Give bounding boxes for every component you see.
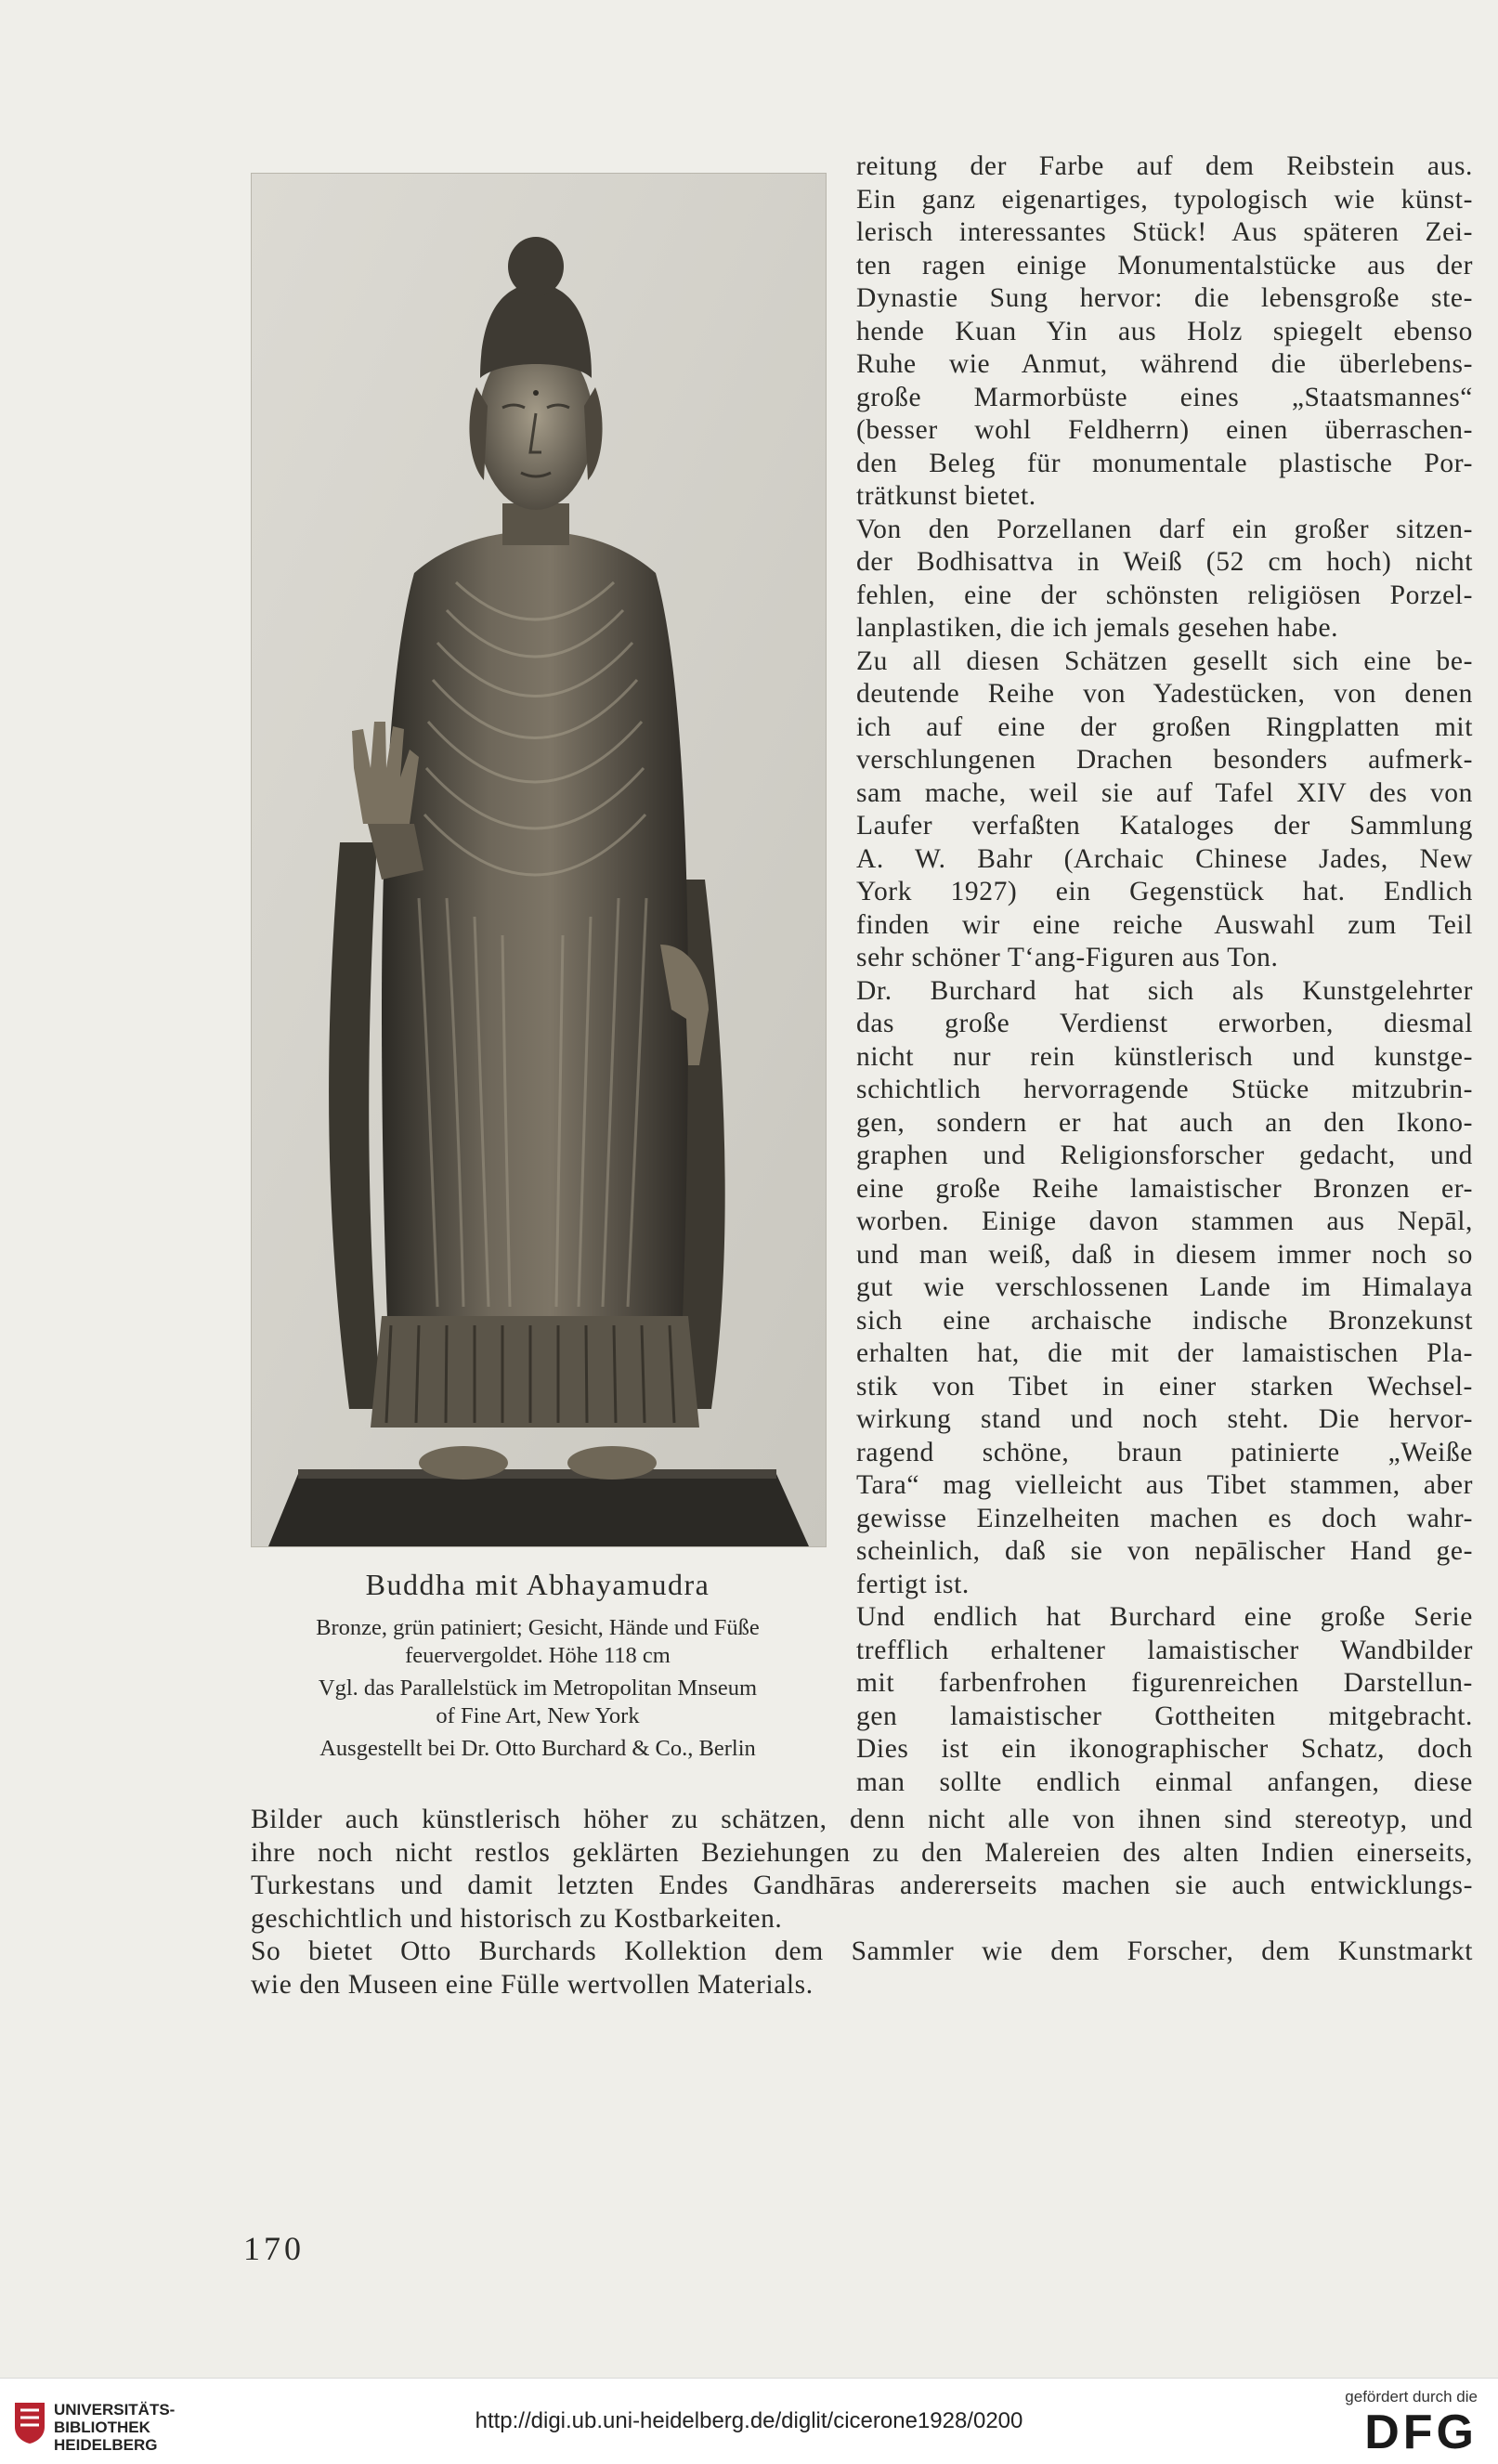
text-line: nicht nur rein künstlerisch und kunstge- <box>856 1041 1473 1072</box>
text-line: (besser wohl Feldherrn) einen überraschen- <box>856 415 1473 445</box>
text-line: geschichtlich und historisch zu Kostbarkeiten. <box>251 1903 783 1934</box>
caption-line: of Fine Art, New York <box>436 1702 640 1728</box>
text-line: gen lamaistischer Gottheiten mitgebracht. <box>856 1701 1473 1731</box>
buddha-statue-image <box>252 174 826 1546</box>
text-line: Tara“ mag vielleicht aus Tibet stammen, aber <box>856 1470 1473 1500</box>
text-line: worben. Einige davon stammen aus Nepāl, <box>856 1206 1473 1236</box>
full-width-text <box>251 1804 1473 2001</box>
text-line: gen, sondern er hat auch an den Ikono- <box>856 1107 1473 1138</box>
text-line: ihre noch nicht restlos geklärten Beziehungen zu den Malereien des alten Indien einerseits, <box>251 1837 1473 1868</box>
text-line: große Marmorbüste eines „Staatsmannes“ <box>856 382 1473 412</box>
text-line: reitung der Farbe auf dem Reibstein aus. <box>856 151 1473 181</box>
text-line: wirkung stand und noch steht. Die hervor- <box>856 1404 1473 1434</box>
text-line: sehr schöner T‘ang-Figuren aus Ton. <box>856 943 1279 972</box>
text-line: Ruhe wie Anmut, während die überlebens- <box>856 349 1473 379</box>
text-line: hende Kuan Yin aus Holz spiegelt ebenso <box>856 316 1473 346</box>
page-number: 170 <box>243 2230 305 2267</box>
text-line: lanplastiken, die ich jemals gesehen habe. <box>856 613 1339 643</box>
text-line: graphen und Religionsforscher gedacht, und <box>856 1141 1473 1170</box>
caption-line: feuervergoldet. Höhe 118 cm <box>405 1642 671 1668</box>
text-line: scheinlich, daß sie von nepālischer Hand ge- <box>856 1536 1473 1566</box>
text-line: gewisse Einzelheiten machen es doch wahr- <box>856 1503 1473 1533</box>
text-line: ich auf eine der großen Ringplatten mit <box>856 711 1473 742</box>
text-line: Und endlich hat Burchard eine große Serie <box>856 1602 1473 1632</box>
dfg-funding <box>1345 2388 1478 2458</box>
text-line: man sollte endlich einmal anfangen, diese <box>856 1767 1473 1797</box>
text-line: und man weiß, daß in diesem immer noch so <box>856 1239 1473 1270</box>
text-line: deutende Reihe von Yadestücken, von denen <box>856 679 1473 709</box>
caption-line: Bronze, grün patiniert; Gesicht, Hände und Füße <box>316 1615 760 1640</box>
text-line: verschlungenen Drachen besonders aufmerk- <box>856 745 1473 775</box>
text-line: gut wie verschlossenen Lande im Himalaya <box>856 1272 1473 1302</box>
text-line: Laufer verfaßten Kataloges der Sammlung <box>856 811 1473 841</box>
text-line: So bietet Otto Burchards Kollektion dem Sammler wie dem Forscher, dem Kunstmarkt <box>251 1936 1473 1966</box>
text-line: den Beleg für monumentale plastische Por- <box>856 448 1473 478</box>
text-line: das große Verdienst erworben, diesmal <box>856 1009 1473 1038</box>
text-line: sich eine archaische indische Bronzekunst <box>856 1305 1473 1336</box>
right-column-text <box>856 150 1473 1799</box>
text-line: lerisch interessantes Stück! Aus späteren Zei- <box>856 217 1473 247</box>
funding-label: gefördert durch die <box>1345 2388 1478 2405</box>
text-line: stik von Tibet in einer starken Wechsel- <box>856 1371 1473 1401</box>
text-line: Turkestans und damit letzten Endes Gandhāras andererseits machen sie auch entwicklungs- <box>251 1871 1473 1900</box>
text-line: ragend schöne, braun patinierte „Weiße <box>856 1437 1473 1467</box>
text-line: A. W. Bahr (Archaic Chinese Jades, New <box>856 843 1473 874</box>
source-url[interactable]: http://digi.ub.uni-heidelberg.de/diglit/cicerone1928/0200 <box>475 2408 1023 2433</box>
figure-caption <box>243 1614 832 1763</box>
text-line: fertigt ist. <box>856 1569 970 1599</box>
dfg-logo: DFG <box>1364 2405 1478 2459</box>
figure-title: Buddha mit Abhayamudra <box>365 1568 710 1601</box>
text-line: Dr. Burchard hat sich als Kunstgelehrter <box>856 975 1473 1006</box>
text-line: Zu all diesen Schätzen gesellt sich eine be- <box>856 645 1473 676</box>
text-line: Bilder auch künstlerisch höher zu schätzen, denn nicht alle von ihnen sind stereotyp, und <box>251 1805 1473 1834</box>
text-line: eine große Reihe lamaistischer Bronzen er- <box>856 1173 1473 1204</box>
text-line: sam mache, weil sie auf Tafel XIV des von <box>856 777 1473 808</box>
text-line: trefflich erhaltener lamaistischer Wandbilder <box>856 1635 1473 1665</box>
text-line: ten ragen einige Monumentalstücke aus der <box>856 250 1473 280</box>
text-line: Ein ganz eigenartiges, typologisch wie künst- <box>856 184 1473 215</box>
text-line: Dies ist ein ikonographischer Schatz, doch <box>856 1734 1473 1764</box>
text-line: York 1927) ein Gegenstück hat. Endlich <box>856 877 1473 906</box>
caption-line: Vgl. das Parallelstück im Metropolitan Mnseum <box>318 1675 758 1701</box>
library-name: UNIVERSITÄTS- BIBLIOTHEK HEIDELBERG <box>54 2401 176 2454</box>
text-line: fehlen, eine der schönsten religiösen Porzel- <box>856 580 1473 610</box>
digitization-footer <box>0 2378 1498 2464</box>
caption-line: Ausgestellt bei Dr. Otto Burchard & Co., Berlin <box>319 1736 756 1761</box>
text-line: schichtlich hervorragende Stücke mitzubrin- <box>856 1075 1473 1104</box>
text-line: mit farbenfrohen figurenreichen Darstellun- <box>856 1668 1473 1698</box>
text-line: wie den Museen eine Fülle wertvollen Materials. <box>251 1969 814 2000</box>
text-line: finden wir eine reiche Auswahl zum Teil <box>856 909 1473 940</box>
buddha-photograph <box>251 173 827 1547</box>
text-line: trätkunst bietet. <box>856 481 1036 511</box>
text-line: erhalten hat, die mit der lamaistischen Pla- <box>856 1338 1473 1368</box>
text-line: Von den Porzellanen darf ein großer sitzen- <box>856 514 1473 544</box>
text-line: Dynastie Sung hervor: die lebensgroße ste- <box>856 283 1473 313</box>
text-line: der Bodhisattva in Weiß (52 cm hoch) nicht <box>856 547 1473 577</box>
